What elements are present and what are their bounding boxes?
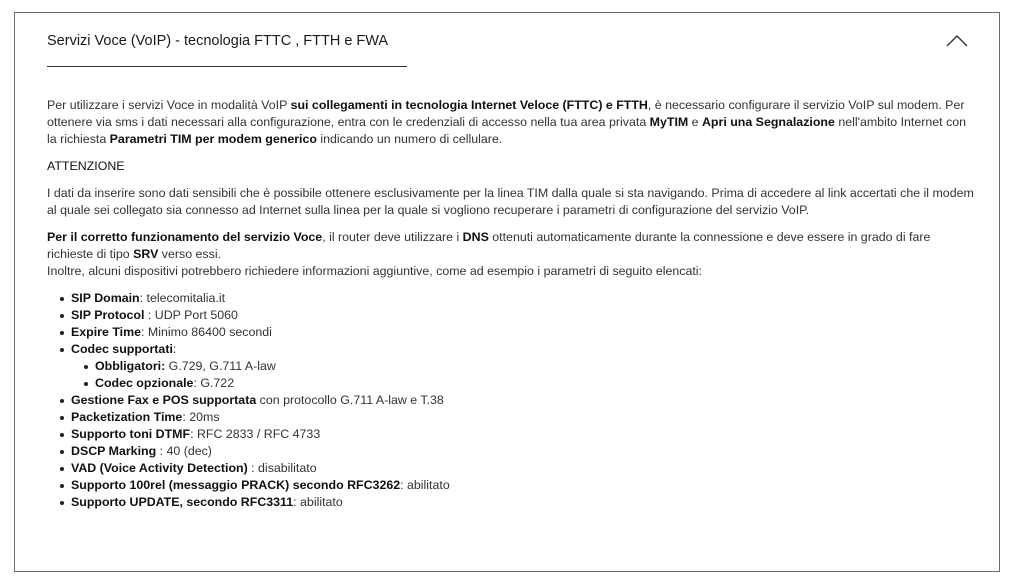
codec-sublist <box>71 358 975 392</box>
list-item <box>57 460 975 477</box>
list-item <box>57 426 975 443</box>
text: , il router deve utilizzare i <box>322 230 463 244</box>
param-label: SIP Protocol <box>71 308 145 322</box>
parameters-list <box>47 290 975 511</box>
param-label: DSCP Marking <box>71 444 157 458</box>
bold-text: DNS <box>462 230 489 244</box>
param-label: Obbligatori: <box>95 359 166 373</box>
param-label: SIP Domain <box>71 291 140 305</box>
param-value: : 40 (dec) <box>156 444 212 458</box>
extra-info-paragraph: Inoltre, alcuni dispositivi potrebbero richiedere informazioni aggiuntive, come ad esempio i parametri di seguito elencati: <box>47 264 702 278</box>
param-value: : 20ms <box>182 410 220 424</box>
list-item <box>57 392 975 409</box>
param-value: : abilitato <box>293 495 343 509</box>
list-item <box>57 477 975 494</box>
param-label: Packetization Time <box>71 410 183 424</box>
warning-paragraph: I dati da inserire sono dati sensibili che è possibile ottenere esclusivamente per la linea TIM dalla quale si sta navigando. Prima di accedere al link accertati che il modem al quale sei collegato sia connesso ad Internet sulla linea per la quale si vogliono recuperare i parametri di configurazione del servizio VoIP. <box>47 186 974 217</box>
param-label: Supporto 100rel (messaggio PRACK) secondo RFC3262 <box>71 478 401 492</box>
param-label: Codec opzionale <box>95 376 194 390</box>
param-label: Supporto UPDATE, secondo RFC3311 <box>71 495 294 509</box>
param-value: : RFC 2833 / RFC 4733 <box>190 427 321 441</box>
list-item <box>57 324 975 341</box>
attention-heading: ATTENZIONE <box>47 159 125 173</box>
param-value: : disabilitato <box>247 461 317 475</box>
param-value: : Minimo 86400 secondi <box>141 325 272 339</box>
bold-text: SRV <box>133 247 159 261</box>
text: , è necessario configurare il servizio VoIP sul modem. Per ottenere via sms i dati necessari alla configurazione, entra con le credenziali di accesso nella tua area privata <box>47 98 965 129</box>
list-item <box>57 409 975 426</box>
param-value: : abilitato <box>400 478 450 492</box>
param-value: : telecomitalia.it <box>139 291 226 305</box>
list-item <box>57 341 975 392</box>
param-label: Expire Time <box>71 325 142 339</box>
list-item <box>57 307 975 324</box>
param-label: Codec supportati <box>71 342 173 356</box>
accordion-content <box>47 97 975 511</box>
text: ottenuti automaticamente durante la connessione e deve essere in grado di fare richieste di tipo <box>47 230 931 261</box>
param-value: G.729, G.711 A-law <box>165 359 276 373</box>
param-label: Gestione Fax e POS supportata <box>71 393 257 407</box>
param-value: : <box>172 342 177 356</box>
title-underline <box>47 66 407 67</box>
param-value: : UDP Port 5060 <box>144 308 238 322</box>
accordion-panel <box>14 12 1000 572</box>
text: Per utilizzare i servizi Voce in modalità VoIP <box>47 98 291 112</box>
bold-text: Per il corretto funzionamento del servizio Voce <box>47 230 323 244</box>
mytim-text: MyTIM <box>649 115 689 129</box>
list-item <box>57 290 975 307</box>
text: nell'ambito Internet con la richiesta <box>47 115 967 146</box>
text: verso essi. <box>158 247 222 261</box>
param-value: : G.722 <box>193 376 235 390</box>
intro-paragraph <box>47 97 975 148</box>
param-label: Supporto toni DTMF <box>71 427 191 441</box>
apri-segnalazione-text: Apri una Segnalazione <box>701 115 835 129</box>
param-value: con protocollo G.711 A-law e T.38 <box>256 393 444 407</box>
list-item <box>57 443 975 460</box>
list-item <box>81 358 975 375</box>
list-item <box>81 375 975 392</box>
list-item <box>57 494 975 511</box>
parametri-tim-text: Parametri TIM per modem generico <box>109 132 317 146</box>
accordion-title[interactable]: Servizi Voce (VoIP) - tecnologia FTTC , FTTH e FWA <box>47 33 389 49</box>
chevron-up-icon[interactable] <box>945 33 969 49</box>
dns-paragraph <box>47 229 975 263</box>
bold-text: sui collegamenti in tecnologia Internet Veloce (FTTC) e FTTH <box>290 98 648 112</box>
text: e <box>688 115 702 129</box>
param-label: VAD (Voice Activity Detection) <box>71 461 248 475</box>
text: indicando un numero di cellulare. <box>316 132 503 146</box>
